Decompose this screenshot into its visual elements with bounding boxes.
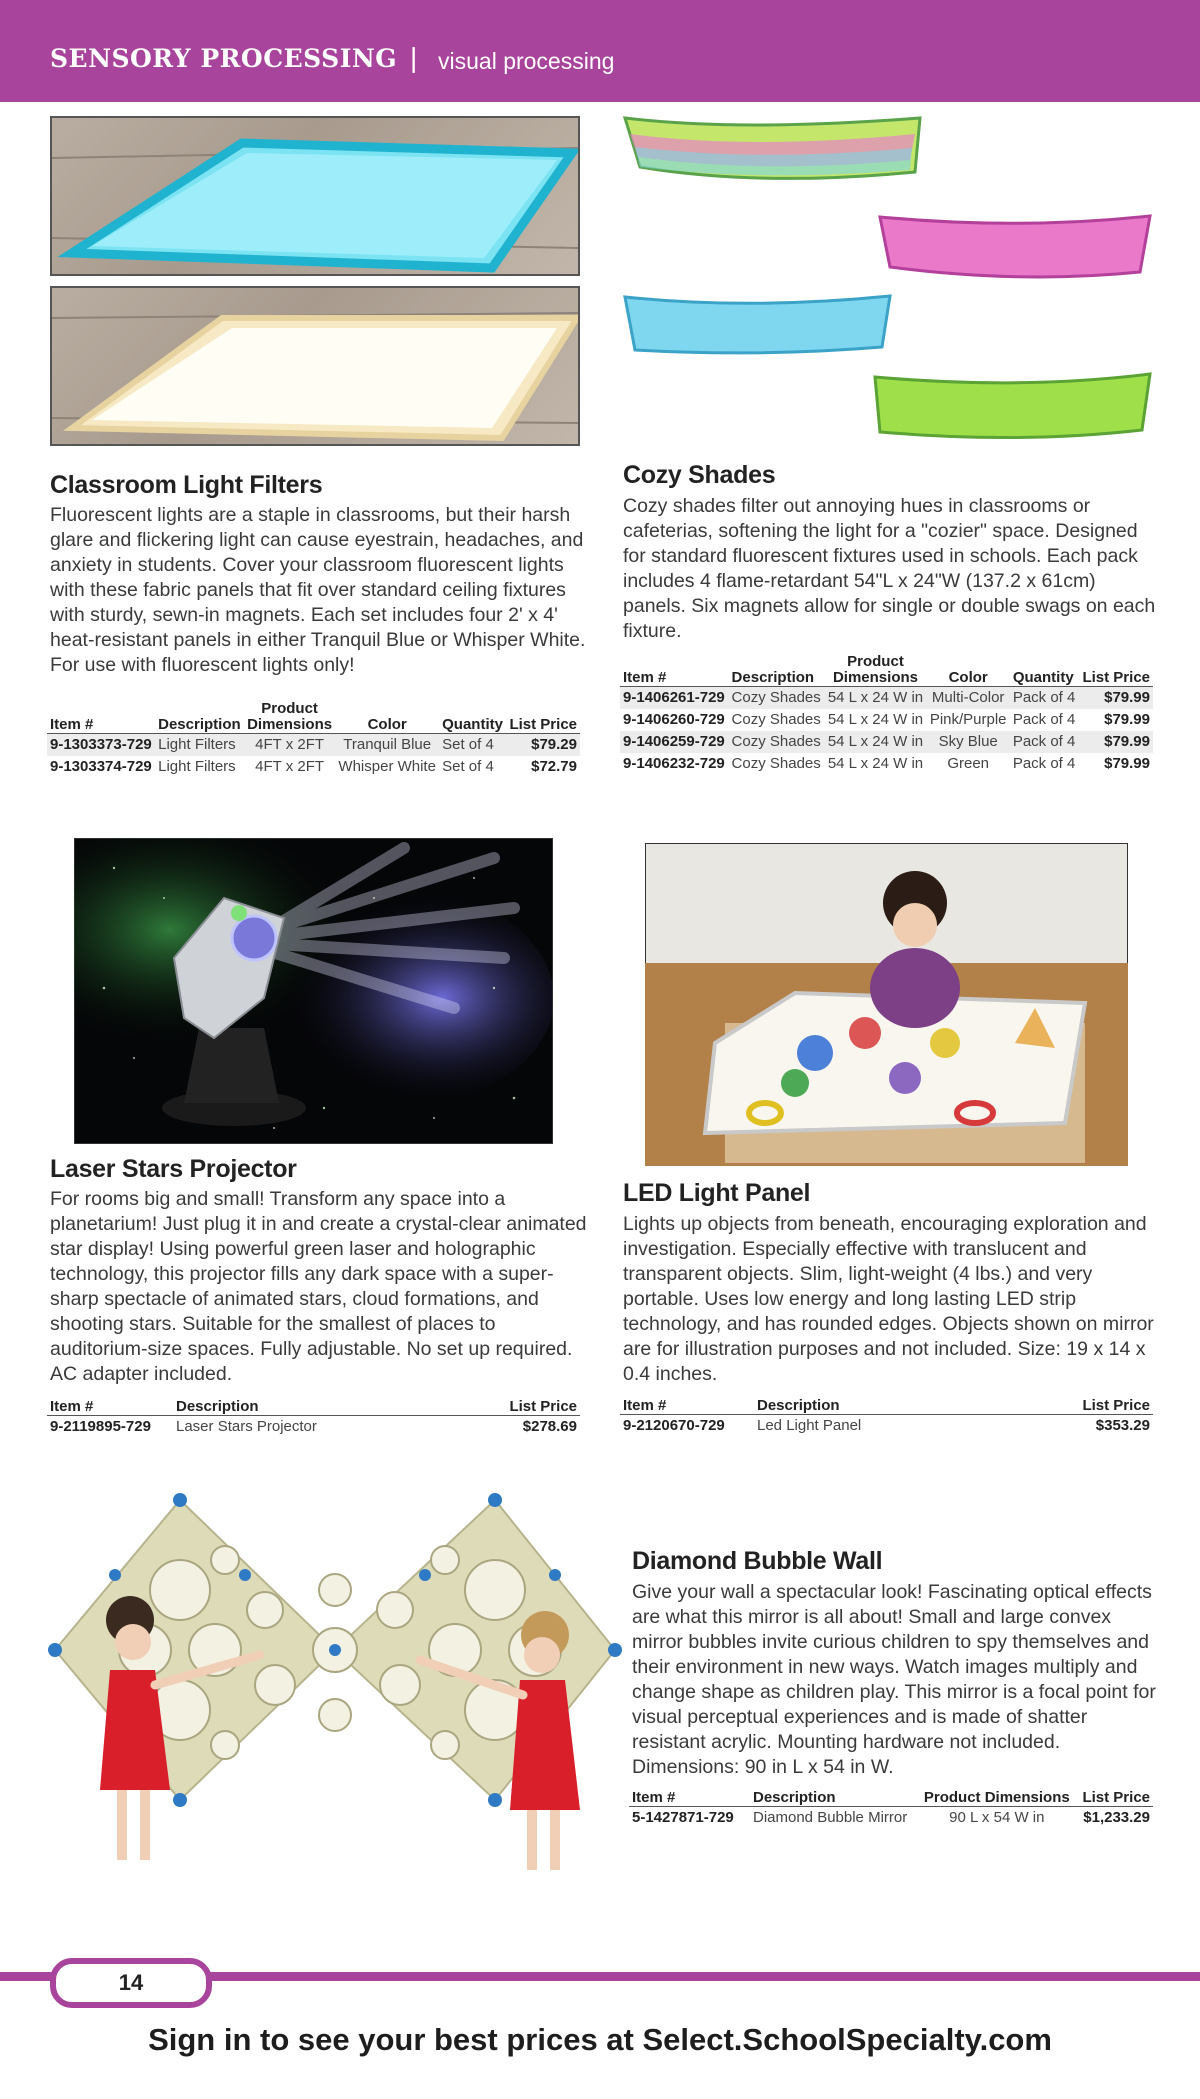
table-header [620, 654, 1153, 687]
col-description: Description [173, 1399, 444, 1416]
item-description: Led Light Panel [757, 1417, 862, 1434]
item-dimensions: 54 L x 24 W in [824, 731, 926, 753]
table-header [629, 1790, 1153, 1807]
item-dimensions: 54 L x 24 W in [827, 755, 924, 772]
table-row [620, 687, 1153, 710]
light-filter-blue-drawing [52, 118, 578, 274]
table-header [47, 701, 580, 734]
bubble-wall-image [45, 1470, 625, 1920]
filters-title: Classroom Light Filters [50, 471, 323, 499]
item-description: Diamond Bubble Mirror [753, 1809, 908, 1826]
item-price: $278.69 [522, 1418, 577, 1435]
item-description: Laser Stars Projector [176, 1418, 317, 1435]
item-quantity: Pack of 4 [1012, 711, 1076, 728]
col-description: Description [754, 1398, 993, 1415]
item-dimensions: 90 L x 54 W in [949, 1809, 1045, 1826]
table-header [47, 1399, 580, 1416]
col-item: Item # [620, 654, 729, 687]
filters-table [47, 701, 580, 778]
item-color: Green [947, 755, 990, 772]
item-number: 9-1406259-729 [620, 731, 729, 753]
item-description: Cozy Shades [731, 711, 821, 728]
col-description: Description [155, 701, 244, 734]
item-description: Cozy Shades [729, 687, 825, 710]
light-filter-white-drawing [52, 288, 578, 444]
cozy-description: Cozy shades filter out annoying hues in classrooms or cafeterias, softening the light for a "cozier" space. Designed for standard fluorescent fixtures used in schools. Each pack includes 4 flame-retardant 54"L x 24"W (137.2 x 61cm) panels. Six magnets allow for single or double swags on each fixture. [623, 495, 1156, 642]
item-price: $79.29 [506, 734, 580, 757]
item-quantity: Set of 4 [439, 734, 506, 757]
cozy-table [620, 654, 1153, 775]
section-subtitle: visual processing [438, 48, 615, 74]
item-number: 9-2119895-729 [50, 1418, 151, 1435]
item-color: Pink/Purple [929, 711, 1007, 728]
col-price: List Price [506, 701, 580, 734]
item-price: $1,233.29 [1083, 1809, 1150, 1826]
col-quantity: Quantity [1010, 654, 1079, 687]
col-price: List Price [1079, 654, 1153, 687]
table-row [47, 734, 580, 757]
page-number: 14 [50, 1958, 212, 2008]
item-price: $79.99 [1079, 731, 1153, 753]
filters-description: Fluorescent lights are a staple in classrooms, but their harsh glare and flickering light can cause eyestrain, headaches, and anxiety in students. Cover your classroom fluorescent lights with these fabric panels that fit over standard ceiling fixtures with sturdy, sewn-in magnets. Each set includes four 2' x 4' heat-resistant panels in either Tranquil Blue or Whisper White. For use with fluorescent lights only! [50, 504, 586, 676]
item-number: 5-1427871-729 [632, 1809, 734, 1826]
item-price: $72.79 [531, 758, 577, 775]
item-quantity: Set of 4 [442, 758, 494, 775]
item-number: 9-1406232-729 [623, 755, 725, 772]
light-filter-blue-image [50, 116, 580, 276]
col-dimensions [824, 654, 926, 687]
laser-title: Laser Stars Projector [50, 1155, 297, 1183]
item-number: 9-2120670-729 [623, 1417, 725, 1434]
cozy-shades-image [620, 112, 1160, 452]
item-color: Whisper White [338, 758, 436, 775]
table-row [47, 756, 580, 778]
led-title: LED Light Panel [623, 1179, 811, 1207]
bubble-description: Give your wall a spectacular look! Fascinating optical effects are what this mirror is all about! Small and large convex mirror bubbles invite curious children to spy themselves and their environment in new ways. Watch images multiply and change shape as children play. This mirror is a focal point for visual perceptual experiences and is made of shatter resistant acrylic. Mounting hardware not included. Dimensions: 90 in L x 54 in W. [632, 1581, 1156, 1778]
col-description: Description [750, 1790, 917, 1807]
item-price: $79.99 [1079, 687, 1153, 710]
laser-table [47, 1399, 580, 1438]
light-filter-white-image [50, 286, 580, 446]
item-dimensions: 4FT x 2FT [244, 734, 335, 757]
col-dimensions [244, 701, 335, 734]
table-row [620, 753, 1153, 775]
col-description: Description [729, 654, 825, 687]
bubble-title: Diamond Bubble Wall [632, 1547, 883, 1575]
item-number: 9-1406260-729 [623, 711, 725, 728]
item-price: $79.99 [1104, 755, 1150, 772]
led-table [620, 1398, 1153, 1437]
header-separator: | [410, 42, 418, 73]
item-quantity: Pack of 4 [1010, 687, 1079, 710]
item-description: Light Filters [158, 758, 236, 775]
col-price: List Price [993, 1398, 1153, 1415]
item-color: Multi-Color [927, 687, 1010, 710]
item-description: Cozy Shades [729, 731, 825, 753]
col-item: Item # [47, 1399, 173, 1416]
col-dimensions-label: Dimensions [247, 716, 333, 733]
col-dimensions-label: Dimensions [832, 669, 918, 686]
table-row [620, 1415, 1153, 1438]
col-price: List Price [444, 1399, 580, 1416]
laser-stars-image [74, 838, 553, 1144]
item-price: $353.29 [1095, 1417, 1150, 1434]
col-item: Item # [620, 1398, 754, 1415]
item-quantity: Pack of 4 [1010, 731, 1079, 753]
item-description: Light Filters [155, 734, 244, 757]
table-header [620, 1398, 1153, 1415]
item-dimensions: 54 L x 24 W in [827, 711, 924, 728]
item-number: 9-1406261-729 [620, 687, 729, 710]
signin-link[interactable]: Sign in to see your best prices at Select.SchoolSpecialty.com [148, 2022, 1052, 2057]
led-light-panel-image [645, 843, 1128, 1166]
item-dimensions: 4FT x 2FT [255, 758, 325, 775]
col-dimensions: Product Dimensions [917, 1790, 1076, 1807]
item-dimensions: 54 L x 24 W in [824, 687, 926, 710]
item-color: Tranquil Blue [335, 734, 439, 757]
bubble-table [629, 1790, 1153, 1829]
col-dimensions-top: Product [261, 700, 318, 717]
table-row [629, 1807, 1153, 1830]
col-color: Color [335, 701, 439, 734]
col-color: Color [927, 654, 1010, 687]
col-price: List Price [1076, 1790, 1153, 1807]
section-title: SENSORY PROCESSING [50, 44, 398, 73]
table-row [620, 731, 1153, 753]
cozy-title: Cozy Shades [623, 461, 776, 489]
col-item: Item # [629, 1790, 750, 1807]
item-quantity: Pack of 4 [1012, 755, 1076, 772]
table-row [47, 1416, 580, 1439]
col-quantity: Quantity [439, 701, 506, 734]
item-price: $79.99 [1104, 711, 1150, 728]
led-description: Lights up objects from beneath, encouraging exploration and investigation. Especially effective with translucent and transparent objects. Slim, light-weight (4 lbs.) and very portable. Uses low energy and long lasting LED strip technology, and has rounded edges. Objects shown on mirror are for illustration purposes and not included. Size: 19 x 14 x 0.4 inches. [623, 1213, 1154, 1385]
item-description: Cozy Shades [731, 755, 821, 772]
item-color: Sky Blue [927, 731, 1010, 753]
item-number: 9-1303373-729 [47, 734, 155, 757]
laser-description: For rooms big and small! Transform any space into a planetarium! Just plug it in and create a crystal-clear animated star display! Using powerful green laser and holographic technology, this projector fills any dark space with a super-sharp spectacle of animated stars, cloud formations, and shooting stars. Suitable for the smallest of places to auditorium-size spaces. Fully adjustable. No set up required. AC adapter included. [50, 1188, 587, 1385]
col-item: Item # [47, 701, 155, 734]
item-number: 9-1303374-729 [50, 758, 152, 775]
col-dimensions-top: Product [847, 653, 904, 670]
table-row [620, 709, 1153, 731]
